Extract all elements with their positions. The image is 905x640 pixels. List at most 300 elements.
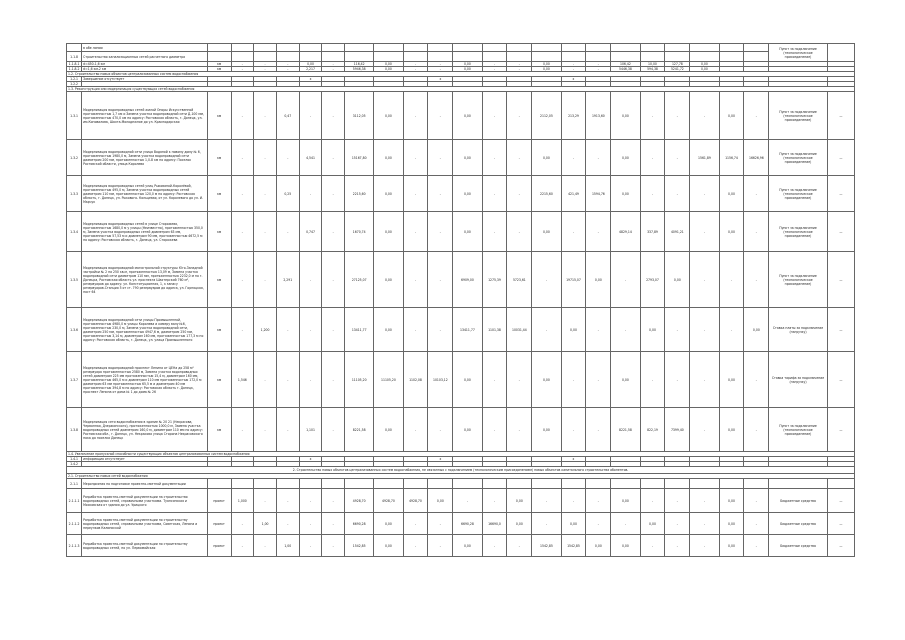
value-cell: 1156,74 xyxy=(719,140,744,176)
value-cell: 1,546 xyxy=(231,352,254,408)
value-cell: - xyxy=(640,92,665,140)
value-cell: 0,00 xyxy=(374,67,403,72)
value-cell xyxy=(453,52,482,62)
value-cell xyxy=(690,44,719,52)
value-cell xyxy=(532,52,561,62)
row-end: — xyxy=(827,140,854,176)
value-cell xyxy=(428,52,453,62)
value-cell: - xyxy=(640,489,665,513)
value-cell: - xyxy=(428,212,453,252)
table-row xyxy=(67,212,855,252)
section-title: 1.4. Увеличение пропускной способности существующих объектов централизованных систем водоснабжения xyxy=(67,452,855,457)
value-cell: 13411,77 xyxy=(453,308,482,352)
value-cell: - xyxy=(254,67,277,72)
row-number: 2.1.1.3 xyxy=(67,535,82,557)
row-unit: км xyxy=(207,140,231,176)
value-cell: 0,00 xyxy=(374,252,403,308)
table-row xyxy=(67,352,855,408)
value-cell xyxy=(374,44,403,52)
value-cell: 0,00 xyxy=(611,92,640,140)
value-cell: 0,00 xyxy=(665,252,690,308)
value-cell: - xyxy=(482,62,507,67)
value-cell: x xyxy=(299,457,322,462)
value-cell: 1594,76 xyxy=(586,176,611,212)
value-cell: 0,00 xyxy=(640,308,665,352)
value-cell xyxy=(374,479,403,489)
value-cell: 0,00 xyxy=(586,252,611,308)
row-number: 1.1.8 xyxy=(67,52,82,62)
value-cell xyxy=(719,44,744,52)
section-title: 1.2. Строительство новых объектов централизованных систем водоснабжения xyxy=(67,72,855,77)
value-cell xyxy=(345,44,374,52)
value-cell xyxy=(719,52,744,62)
value-cell: 822,19 xyxy=(640,408,665,452)
value-cell: - xyxy=(561,140,586,176)
value-cell xyxy=(276,52,299,62)
value-cell: 2793,07 xyxy=(640,252,665,308)
value-cell: - xyxy=(428,535,453,557)
row-number: 1.3.1 xyxy=(67,92,82,140)
value-cell: - xyxy=(254,352,277,408)
value-cell: x xyxy=(561,457,586,462)
row-unit: км xyxy=(207,62,231,67)
table-row xyxy=(67,176,855,212)
value-cell: 5241,72 xyxy=(665,67,690,72)
value-cell: - xyxy=(322,176,345,212)
value-cell: 4928,70 xyxy=(374,489,403,513)
value-cell: - xyxy=(403,408,428,452)
value-cell: - xyxy=(561,352,586,408)
value-cell xyxy=(611,479,640,489)
value-cell: 0,00 xyxy=(374,535,403,557)
value-cell xyxy=(482,479,507,489)
value-cell: - xyxy=(561,62,586,67)
row-note: Бюджетные средства xyxy=(769,513,827,535)
value-cell: - xyxy=(482,67,507,72)
row-end: — xyxy=(827,252,854,308)
table-row xyxy=(67,408,855,452)
value-cell: 3112,05 xyxy=(345,92,374,140)
value-cell: 6690,28 xyxy=(345,513,374,535)
value-cell: - xyxy=(532,489,561,513)
row-name: Модернизация водопроводных сетей жилой Опоры Искусственной протяженностью 1,7 км и Замена участка водопроводной сети Д-100 мм, протяженностью 470,0 км по адресу: Ростовская область, г. Донецк, ул. им.Коновалова, Шахта-Молодежное до ул. Краснодарская xyxy=(82,92,208,140)
value-cell: 1101,38 xyxy=(482,308,507,352)
value-cell: - xyxy=(428,252,453,308)
value-cell: - xyxy=(428,92,453,140)
value-cell: - xyxy=(276,62,299,67)
value-cell: - xyxy=(665,308,690,352)
value-cell: - xyxy=(561,408,586,452)
value-cell: - xyxy=(231,212,254,252)
value-cell: 0,00 xyxy=(690,67,719,72)
table-row xyxy=(67,44,855,52)
value-cell: - xyxy=(231,408,254,452)
value-cell xyxy=(322,479,345,489)
value-cell: - xyxy=(403,92,428,140)
value-cell: - xyxy=(254,140,277,176)
row-note: Ставка платы за подключение (нагрузку) xyxy=(769,308,827,352)
value-cell: - xyxy=(690,513,719,535)
value-cell: - xyxy=(322,535,345,557)
value-cell: - xyxy=(403,62,428,67)
value-cell: 1913,60 xyxy=(586,92,611,140)
value-cell: 0,00 xyxy=(611,535,640,557)
value-cell: 106,42 xyxy=(611,62,640,67)
table-row xyxy=(67,140,855,176)
value-cell: - xyxy=(231,308,254,352)
row-note: Пункт за подключение (технологическое присоединение) xyxy=(769,408,827,452)
value-cell xyxy=(403,479,428,489)
value-cell: 0,00 xyxy=(532,67,561,72)
section-title: 2. Строительство новых объектов централизованных систем водоснабжения, не связанных с подключением (технологическим присоединением) новых объектов капитального строительства абонентов. xyxy=(67,467,855,474)
value-cell: - xyxy=(322,62,345,67)
value-cell: - xyxy=(690,352,719,408)
value-cell xyxy=(482,44,507,52)
row-end: — xyxy=(827,489,854,513)
value-cell: 0,00 xyxy=(453,92,482,140)
value-cell: 2215,60 xyxy=(532,176,561,212)
value-cell: - xyxy=(744,535,769,557)
value-cell: - xyxy=(586,408,611,452)
value-cell: 1561,89 xyxy=(690,140,719,176)
value-cell: 15167,80 xyxy=(345,140,374,176)
value-cell: - xyxy=(276,513,299,535)
row-note: Пункт за подключение (технологическое присоединение) xyxy=(769,212,827,252)
value-cell: 0,00 xyxy=(611,489,640,513)
value-cell: - xyxy=(507,352,532,408)
value-cell: 1,000 xyxy=(231,489,254,513)
row-name: Мероприятия по подготовке проектно-сметной документации xyxy=(82,479,208,489)
row-name: Модернизация сети водоснабжения в здание № 20 21 (Некрасова, Червонная, Дзержинского), протяженностью 1000,0 м, Замена участка водопроводных сетей диаметром 160,0 м, диаметром 110 мм по адресу: Ростовская обл., г. Донецк, ул. Некрасова улица Сторона Некрасовского пока до поселка Донецк xyxy=(82,408,208,452)
value-cell: - xyxy=(640,535,665,557)
table-row xyxy=(67,489,855,513)
value-cell: 8221,58 xyxy=(345,408,374,452)
value-cell: - xyxy=(586,140,611,176)
value-cell: - xyxy=(231,62,254,67)
value-cell: - xyxy=(665,535,690,557)
value-cell xyxy=(561,52,586,62)
value-cell: 0,00 xyxy=(719,352,744,408)
value-cell: 0,00 xyxy=(374,308,403,352)
investment-program-table xyxy=(66,43,855,557)
value-cell: 5946,38 xyxy=(345,67,374,72)
value-cell: - xyxy=(665,176,690,212)
value-cell: 2,291 xyxy=(276,252,299,308)
value-cell: - xyxy=(586,212,611,252)
value-cell: - xyxy=(254,212,277,252)
value-cell: 1102,08 xyxy=(403,352,428,408)
row-number: 1.2.2 xyxy=(67,82,82,87)
value-cell: - xyxy=(428,62,453,67)
value-cell: 0,00 xyxy=(719,212,744,252)
row-unit: км xyxy=(207,92,231,140)
value-cell: - xyxy=(299,308,322,352)
table-row xyxy=(67,252,855,308)
value-cell: - xyxy=(254,62,277,67)
value-cell xyxy=(299,44,322,52)
value-cell: - xyxy=(611,308,640,352)
value-cell: 0,00 xyxy=(586,535,611,557)
value-cell: 337,89 xyxy=(640,212,665,252)
value-cell xyxy=(744,479,769,489)
value-cell: - xyxy=(276,408,299,452)
value-cell: - xyxy=(231,513,254,535)
value-cell: - xyxy=(586,67,611,72)
value-cell: - xyxy=(507,62,532,67)
value-cell: - xyxy=(532,308,561,352)
value-cell: 0,00 xyxy=(719,176,744,212)
value-cell: - xyxy=(428,140,453,176)
value-cell: - xyxy=(482,176,507,212)
row-unit: проект xyxy=(207,489,231,513)
row-number: 1.4.2 xyxy=(67,462,82,467)
value-cell: - xyxy=(482,489,507,513)
value-cell: 0,00 xyxy=(453,140,482,176)
value-cell: 0,00 xyxy=(640,513,665,535)
value-cell xyxy=(690,479,719,489)
table-row xyxy=(67,52,855,62)
value-cell: 0,00 xyxy=(611,352,640,408)
value-cell: - xyxy=(322,67,345,72)
row-unit: км xyxy=(207,408,231,452)
value-cell: - xyxy=(276,212,299,252)
value-cell: - xyxy=(403,67,428,72)
value-cell: 5446,38 xyxy=(611,67,640,72)
value-cell: 0,00 xyxy=(719,489,744,513)
value-cell xyxy=(665,44,690,52)
value-cell xyxy=(507,52,532,62)
value-cell xyxy=(254,44,277,52)
value-cell: 0,00 xyxy=(532,62,561,67)
value-cell: 8221,58 xyxy=(611,408,640,452)
row-unit xyxy=(207,52,231,62)
value-cell xyxy=(769,479,827,489)
value-cell: - xyxy=(482,535,507,557)
row-number: 1.3.5 xyxy=(67,252,82,308)
value-cell: 27125,07 xyxy=(345,252,374,308)
value-cell xyxy=(403,52,428,62)
value-cell xyxy=(665,52,690,62)
value-cell xyxy=(507,479,532,489)
value-cell: 0,00 xyxy=(719,513,744,535)
row-number: 1.1.8.2 xyxy=(67,67,82,72)
value-cell: - xyxy=(744,176,769,212)
value-cell: - xyxy=(561,67,586,72)
value-cell: 0,00 xyxy=(428,489,453,513)
section-row xyxy=(67,467,855,474)
row-end xyxy=(827,44,854,62)
value-cell: - xyxy=(561,489,586,513)
value-cell: - xyxy=(719,308,744,352)
table-row xyxy=(67,308,855,352)
value-cell xyxy=(561,44,586,52)
value-cell xyxy=(276,479,299,489)
value-cell: - xyxy=(403,308,428,352)
value-cell: - xyxy=(299,92,322,140)
value-cell xyxy=(611,52,640,62)
row-unit: км xyxy=(207,176,231,212)
value-cell: 0,00 xyxy=(507,513,532,535)
value-cell: - xyxy=(482,92,507,140)
row-note: Пункт за подключение (технологическое присоединение) xyxy=(769,140,827,176)
value-cell: - xyxy=(744,489,769,513)
subsection-row xyxy=(67,479,855,489)
table-row xyxy=(67,535,855,557)
row-name: информация отсутствует xyxy=(82,457,208,462)
value-cell: 0,00 xyxy=(719,408,744,452)
value-cell: - xyxy=(322,212,345,252)
row-number xyxy=(67,44,82,52)
value-cell: 0,00 xyxy=(561,308,586,352)
value-cell: 0,00 xyxy=(453,535,482,557)
value-cell: - xyxy=(276,140,299,176)
value-cell: - xyxy=(322,408,345,452)
value-cell: - xyxy=(561,212,586,252)
value-cell: - xyxy=(586,308,611,352)
value-cell: - xyxy=(428,176,453,212)
row-end: — xyxy=(827,408,854,452)
row-end: — xyxy=(827,176,854,212)
value-cell: - xyxy=(403,252,428,308)
value-cell: 0,00 xyxy=(374,92,403,140)
value-cell: - xyxy=(428,513,453,535)
value-cell: - xyxy=(482,212,507,252)
row-name: Модернизация водопроводной магистральной структуры Юго-Западной застройки № 2 на 250 кв.м, протяженностью 13,09 м, Замена участка водопроводной сети диаметром 110 мм, протяженностью 2232,0 м по г. Донецка, Ростовская область ул. проспекта Шахтерский 760 м², резервуаров до адресу: ул. Конституционная, 1, к запасу резервуаров.Станция 5 от ст. 790 резервуаров до адреса, ул. Горняцкая, пост 64 xyxy=(82,252,208,308)
value-cell: - xyxy=(665,489,690,513)
value-cell: - xyxy=(665,352,690,408)
value-cell: - xyxy=(690,252,719,308)
value-cell: - xyxy=(254,489,277,513)
value-cell xyxy=(586,52,611,62)
value-cell: - xyxy=(299,352,322,408)
value-cell: - xyxy=(744,513,769,535)
value-cell: - xyxy=(254,176,277,212)
value-cell: 16626,96 xyxy=(744,140,769,176)
value-cell xyxy=(640,44,665,52)
value-cell xyxy=(428,44,453,52)
value-cell: - xyxy=(532,513,561,535)
value-cell: 0,00 xyxy=(299,62,322,67)
value-cell: - xyxy=(403,140,428,176)
value-cell: - xyxy=(507,176,532,212)
value-cell: 0,00 xyxy=(374,513,403,535)
value-cell xyxy=(586,44,611,52)
row-end: — xyxy=(827,535,854,557)
row-number: 2.1.1 xyxy=(67,479,82,489)
value-cell: - xyxy=(254,92,277,140)
value-cell: 0,00 xyxy=(532,352,561,408)
value-cell: - xyxy=(403,176,428,212)
value-cell: - xyxy=(299,535,322,557)
value-cell: - xyxy=(719,252,744,308)
row-number: 1.2.1 xyxy=(67,77,82,82)
value-cell xyxy=(231,479,254,489)
value-cell xyxy=(207,479,231,489)
value-cell xyxy=(532,479,561,489)
value-cell: 1,00 xyxy=(276,535,299,557)
value-cell: - xyxy=(744,408,769,452)
value-cell: 7399,40 xyxy=(665,408,690,452)
value-cell: 0,00 xyxy=(690,62,719,67)
row-end: — xyxy=(827,92,854,140)
value-cell: 0,00 xyxy=(453,408,482,452)
row-number: 2.1.1.1 xyxy=(67,489,82,513)
row-end: — xyxy=(827,212,854,252)
value-cell: 4829,14 xyxy=(611,212,640,252)
value-cell xyxy=(561,479,586,489)
value-cell xyxy=(827,479,854,489)
value-cell: 127,78 xyxy=(665,62,690,67)
row-end: — xyxy=(827,308,854,352)
value-cell: 0,00 xyxy=(374,176,403,212)
value-cell: - xyxy=(640,176,665,212)
row-unit: км xyxy=(207,212,231,252)
value-cell xyxy=(254,479,277,489)
value-cell: - xyxy=(299,489,322,513)
value-cell xyxy=(276,44,299,52)
value-cell: 2215,60 xyxy=(345,176,374,212)
value-cell: 116,42 xyxy=(345,62,374,67)
value-cell xyxy=(744,44,769,52)
value-cell: - xyxy=(403,513,428,535)
value-cell: - xyxy=(322,140,345,176)
value-cell: 10103,12 xyxy=(428,352,453,408)
value-cell xyxy=(254,52,277,62)
row-number: 1.3.2 xyxy=(67,140,82,176)
value-cell xyxy=(403,44,428,52)
value-cell: - xyxy=(586,489,611,513)
value-cell xyxy=(482,52,507,62)
value-cell: 0,00 xyxy=(453,62,482,67)
value-cell: 5723,61 xyxy=(507,252,532,308)
row-unit: км xyxy=(207,352,231,408)
value-cell: 19715,07 xyxy=(561,252,586,308)
value-cell: x xyxy=(428,457,453,462)
value-cell: - xyxy=(507,140,532,176)
value-cell: - xyxy=(428,67,453,72)
value-cell: 0,47 xyxy=(276,92,299,140)
value-cell: - xyxy=(231,535,254,557)
value-cell: - xyxy=(482,408,507,452)
row-unit: проект xyxy=(207,535,231,557)
section-title: 2.1. Строительство новых сетей водоснабжения xyxy=(67,474,855,479)
value-cell: x xyxy=(299,77,322,82)
value-cell: 16690,0 xyxy=(482,513,507,535)
row-note: Пункт за подключение (технологическое присоединение) xyxy=(769,176,827,212)
value-cell: - xyxy=(640,352,665,408)
value-cell: 0,00 xyxy=(611,140,640,176)
value-cell: - xyxy=(322,308,345,352)
value-cell xyxy=(640,52,665,62)
value-cell: - xyxy=(254,535,277,557)
value-cell: - xyxy=(690,308,719,352)
value-cell: 1542,85 xyxy=(561,535,586,557)
row-note: Бюджетные средства xyxy=(769,489,827,513)
value-cell: - xyxy=(299,513,322,535)
row-note: Пункт за подключение (технологическое присоединение) xyxy=(769,252,827,308)
value-cell: - xyxy=(690,535,719,557)
value-cell: 0,00 xyxy=(611,176,640,212)
row-unit: км xyxy=(207,67,231,72)
value-cell: - xyxy=(322,352,345,408)
row-unit: км xyxy=(207,308,231,352)
value-cell xyxy=(586,479,611,489)
value-cell: - xyxy=(640,140,665,176)
row-number: 1.4.1 xyxy=(67,457,82,462)
value-cell: - xyxy=(586,513,611,535)
value-cell: 0,00 xyxy=(453,352,482,408)
value-cell: - xyxy=(453,489,482,513)
